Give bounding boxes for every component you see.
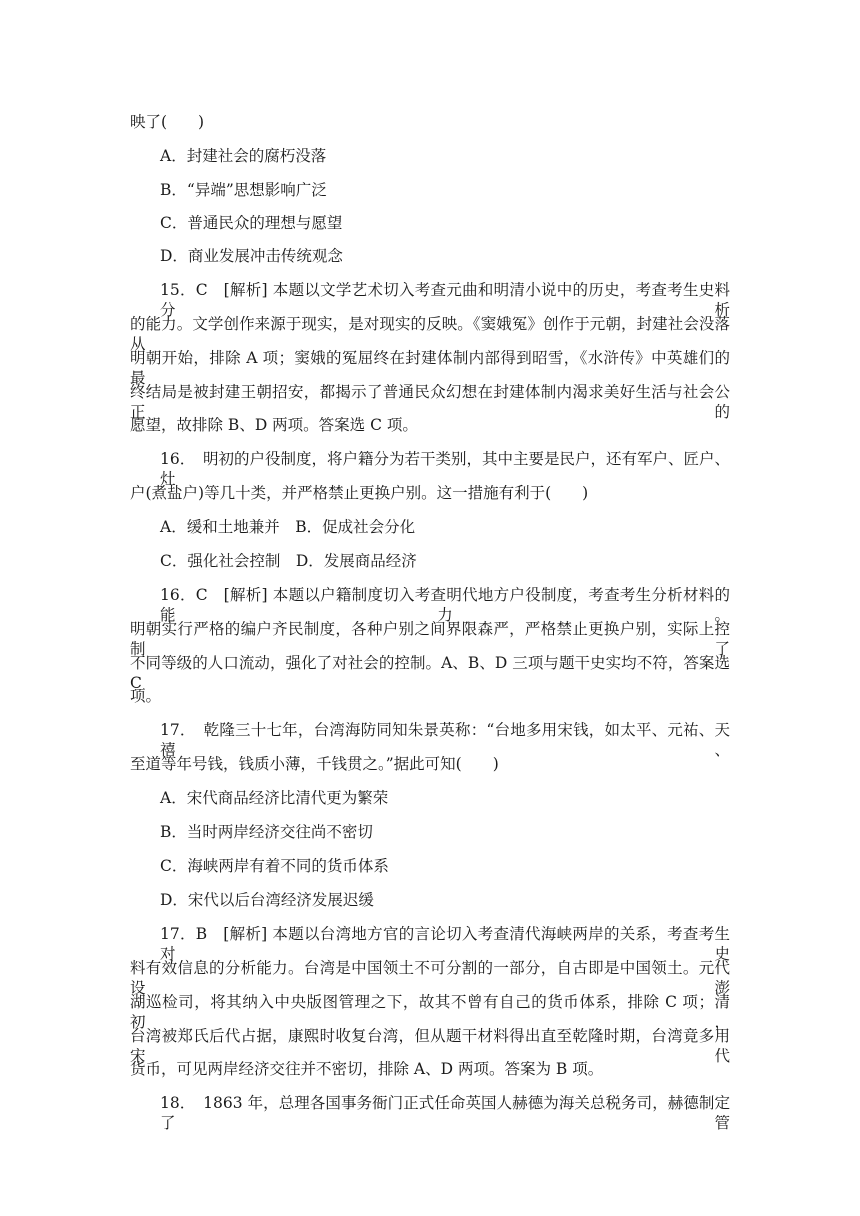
q14-option-c: C．普通民众的理想与愿望: [160, 214, 343, 232]
q16-analysis-line-2: 明朝实行严格的编户齐民制度，各种户别之间界限森严，严格禁止更换户别，实际上控制了: [130, 620, 730, 658]
question-14-stem-tail: 映了( ): [130, 113, 205, 131]
q15-analysis-line-1: 15．C [解析] 本题以文学艺术切入考查元曲和明清小说中的历史，考查考生史料分析: [160, 281, 730, 319]
q16-analysis-line-3: 不同等级的人口流动，强化了对社会的控制。A、B、D 三项与题干史实均不符，答案选 C: [130, 654, 730, 692]
q15-analysis-line-3: 明朝开始，排除 A 项；窦娥的冤屈终在封建体制内部得到昭雪，《水浒传》中英雄们的最: [130, 349, 730, 387]
question-17-stem-line-1: 17． 乾隆三十七年，台湾海防同知朱景英称：“台地多用宋钱，如太平、元祐、天禧、: [160, 721, 730, 759]
q16-options-ab: A．缓和土地兼并 B．促成社会分化: [160, 518, 416, 536]
q15-analysis-line-4: 终结局是被封建王朝招安，都揭示了普通民众幻想在封建体制内渴求美好生活与社会公正的: [130, 383, 730, 421]
q17-option-b: B．当时两岸经济交往尚不密切: [160, 823, 373, 841]
q17-analysis-line-2: 料有效信息的分析能力。台湾是中国领土不可分割的一部分，自古即是中国领土。元代设澎: [130, 959, 730, 997]
q15-analysis-line-5: 愿望，故排除 B、D 两项。答案选 C 项。: [130, 416, 418, 434]
q14-option-d: D．商业发展冲击传统观念: [160, 247, 343, 265]
q17-analysis-line-3: 湖巡检司，将其纳入中央版图管理之下，故其不曾有自己的货币体系，排除 C 项；清初，: [130, 993, 730, 1031]
q17-option-a: A．宋代商品经济比清代更为繁荣: [160, 789, 389, 807]
q15-analysis-line-2: 的能力。文学创作来源于现实，是对现实的反映。《窦娥冤》创作于元朝，封建社会没落从: [130, 315, 730, 353]
q16-options-cd: C．强化社会控制 D．发展商品经济: [160, 552, 417, 570]
q16-analysis-line-4: 项。: [130, 687, 162, 705]
question-16-stem-line-1: 16． 明初的户役制度，将户籍分为若干类别，其中主要是民户，还有军户、匠户、灶: [160, 450, 730, 488]
question-18-stem-line-1: 18． 1863 年，总理各国事务衙门正式任命英国人赫德为海关总税务司，赫德制定了管: [160, 1094, 730, 1132]
q14-option-a: A．封建社会的腐朽没落: [160, 147, 327, 165]
q17-option-d: D．宋代以后台湾经济发展迟缓: [160, 891, 374, 909]
question-17-stem-line-2: 至道等年号钱，钱质小薄，千钱贯之。”据此可知( ): [130, 755, 499, 773]
q16-analysis-line-1: 16．C [解析] 本题以户籍制度切入考查明代地方户役制度，考查考生分析材料的能力。: [160, 586, 730, 624]
question-16-stem-line-2: 户(煮盐户)等几十类，并严格禁止更换户别。这一措施有利于( ): [130, 484, 589, 502]
q17-option-c: C．海峡两岸有着不同的货币体系: [160, 857, 389, 875]
q17-analysis-line-4: 台湾被郑氏后代占据，康熙时收复台湾，但从题干材料得出直至乾隆时期，台湾竟多用宋代: [130, 1027, 730, 1065]
q17-analysis-line-1: 17．B [解析] 本题以台湾地方官的言论切入考查清代海峡两岸的关系，考查考生对史: [160, 925, 730, 963]
q14-option-b: B．“异端”思想影响广泛: [160, 181, 327, 199]
q17-analysis-line-5: 货币，可见两岸经济交往并不密切，排除 A、D 两项。答案为 B 项。: [130, 1060, 604, 1078]
